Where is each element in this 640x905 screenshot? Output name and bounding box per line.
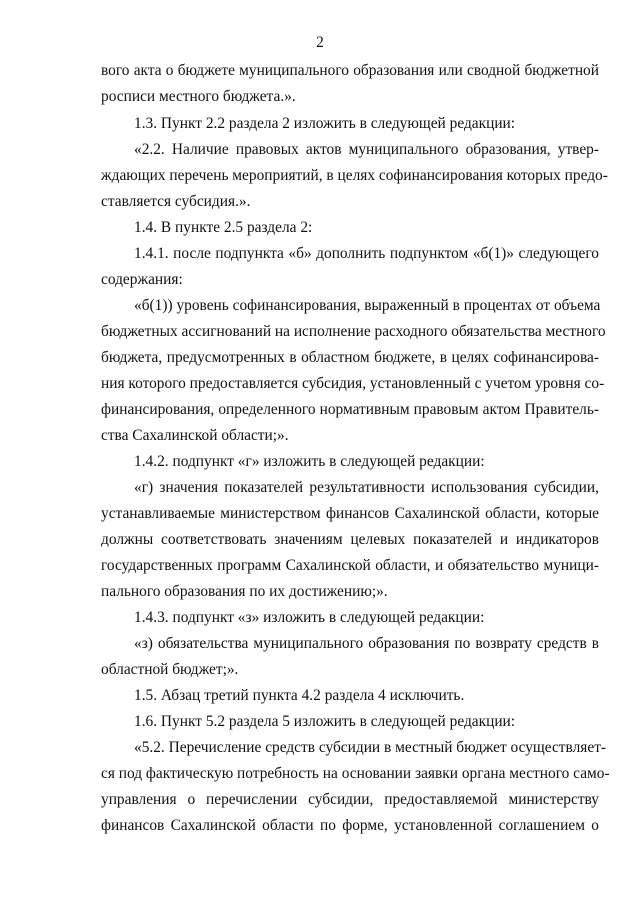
text-line: областной бюджет;». — [101, 661, 239, 678]
text-line: бюджетных ассигнований на исполнение расходного обязательства местного — [101, 323, 606, 340]
text-line: бюджета, предусмотренных в областном бюджете, в целях софинансирова- — [101, 349, 599, 366]
text-line: пального образования по их достижению;». — [101, 583, 388, 600]
text-line: управления о перечислении субсидии, предоставляемой министерству — [101, 791, 599, 808]
text-line: финансирования, определенного нормативным правовым актом Правитель- — [101, 401, 599, 418]
text-line: 1.5. Абзац третий пункта 4.2 раздела 4 исключить. — [134, 687, 465, 704]
text-line: ства Сахалинской области;». — [101, 427, 289, 444]
text-line: росписи местного бюджета.». — [101, 88, 296, 105]
text-line: ния которого предоставляется субсидия, установленный с учетом уровня со- — [101, 375, 605, 392]
text-line: «з) обязательства муниципального образования по возврату средств в — [134, 635, 599, 652]
text-line: устанавливаемые министерством финансов Сахалинской области, которые — [101, 505, 599, 522]
text-line: должны соответствовать значениям целевых показателей и индикаторов — [101, 531, 599, 548]
text-line: вого акта о бюджете муниципального образования или сводной бюджетной — [101, 62, 599, 79]
text-line: 1.4.2. подпункт «г» изложить в следующей редакции: — [134, 453, 485, 470]
text-line: 1.4. В пункте 2.5 раздела 2: — [134, 219, 313, 236]
page-number: 2 — [316, 34, 324, 51]
text-line: 1.6. Пункт 5.2 раздела 5 изложить в следующей редакции: — [134, 713, 516, 730]
text-line: «г) значения показателей результативности использования субсидии, — [134, 479, 599, 496]
text-line: ждающих перечень мероприятий, в целях софинансирования которых предо- — [101, 167, 608, 184]
text-line: «2.2. Наличие правовых актов муниципального образования, утвер- — [134, 141, 599, 158]
text-line: 1.3. Пункт 2.2 раздела 2 изложить в следующей редакции: — [134, 115, 516, 132]
text-line: финансов Сахалинской области по форме, установленной соглашением о — [101, 817, 599, 834]
text-line: государственных программ Сахалинской области, и обязательство муници- — [101, 557, 599, 574]
text-line: 1.4.1. после подпункта «б» дополнить подпунктом «б(1)» следующего — [134, 245, 599, 262]
text-line: «б(1)) уровень софинансирования, выраженный в процентах от объема — [134, 297, 601, 314]
text-line: «5.2. Перечисление средств субсидии в местный бюджет осуществляет- — [134, 739, 607, 756]
text-line: ставляется субсидия.». — [101, 193, 251, 210]
text-line: содержания: — [101, 271, 183, 288]
text-line: 1.4.3. подпункт «з» изложить в следующей редакции: — [134, 609, 485, 626]
text-line: ся под фактическую потребность на основании заявки органа местного само- — [101, 765, 610, 782]
